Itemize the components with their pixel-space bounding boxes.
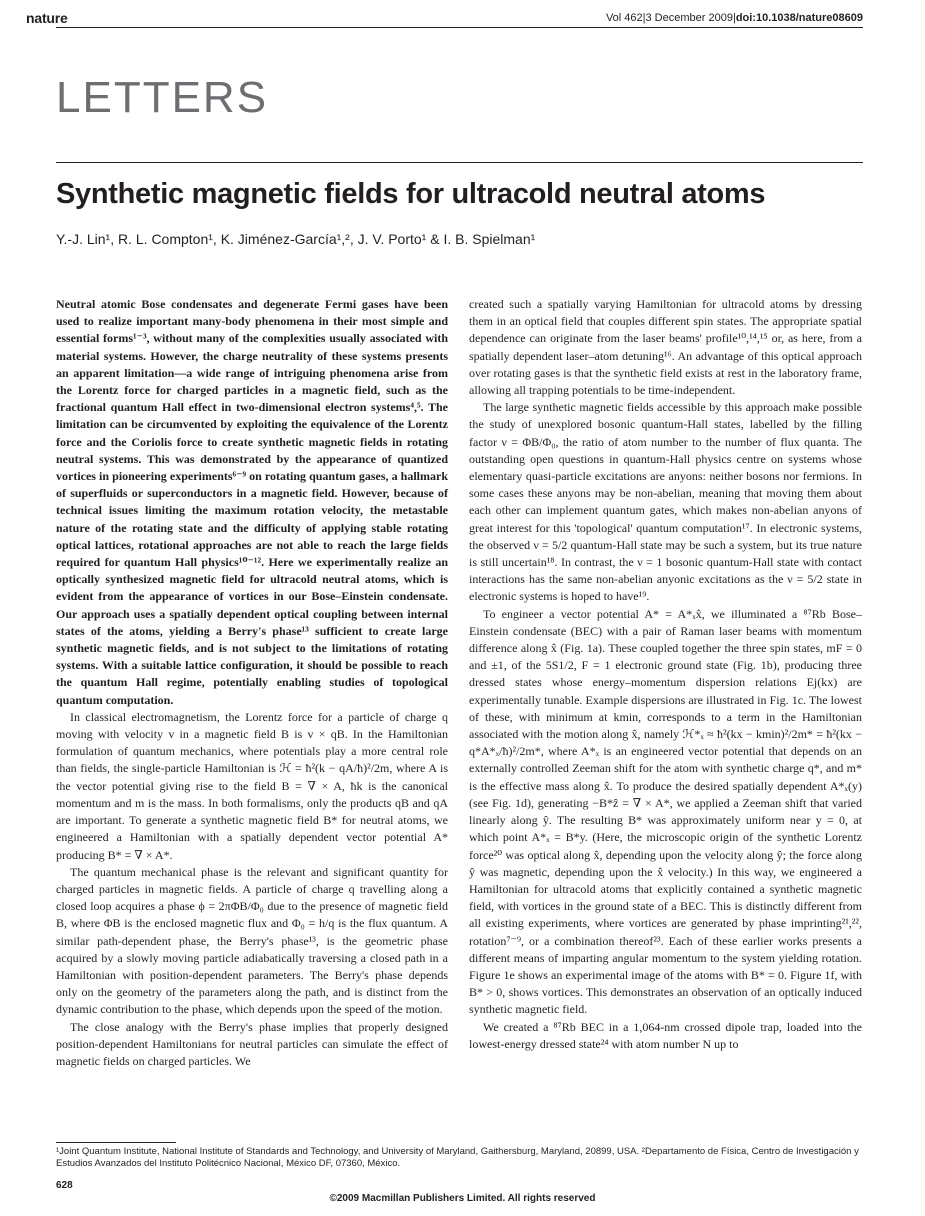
affiliations-footnote: ¹Joint Quantum Institute, National Institute of Standards and Technology, and University of Maryland, Gaithersburg, Maryland, 20899, USA. ²Departamento de Física, Centro de Investigación y Estudios Avanzados del Instituto Politécnico Nacional, México DF, 07360, México. (56, 1146, 859, 1169)
copyright-notice: ©2009 Macmillan Publishers Limited. All rights reserved (329, 1193, 596, 1204)
citation-prefix: Vol 462|3 December 2009| (605, 12, 736, 24)
journal-name: nature (26, 10, 68, 26)
section-label: LETTERS (56, 73, 269, 122)
right-column (469, 296, 862, 1053)
author-list: Y.-J. Lin¹, R. L. Compton¹, K. Jiménez-García¹,², J. V. Porto¹ & I. B. Spielman¹ (56, 231, 536, 247)
paragraph: We created a ⁸⁷Rb BEC in a 1,064-nm crossed dipole trap, loaded into the lowest-energy dressed state²⁴ with atom number N up to (469, 1019, 862, 1051)
doi-link[interactable]: doi:10.1038/nature08609 (735, 12, 863, 24)
paragraph: The close analogy with the Berry's phase implies that properly designed position-dependent Hamiltonians for neutral particles can simulate the effect of magnetic fields on charged particles. We (56, 1019, 448, 1068)
paragraph: To engineer a vector potential A* = A*ₓx̂, we illuminated a ⁸⁷Rb Bose–Einstein condensate (BEC) with a pair of Raman laser beams with momentum difference along x̂ (Fig. 1a). These coupled together the three spin states, mF = 0 and ±1, of the 5S1/2, F = 1 electronic ground state (Fig. 1b), producing three dressed states whose energy–momentum dispersion relations Ej(kx) are experimentally tunable. Example dispersions are illustrated in Fig. 1c. The lowest of these, with minimum at kmin, corresponds to a term in the Hamiltonian associated with the motion along x̂, namely ℋ*ₓ ≈ ħ²(kx − kmin)²/2m* = ħ²(kx − q*A*ₓ/ħ)²/2m*, where A*ₓ is an engineered vector potential that depends on an externally controlled Zeeman shift for the atom with synthetic charge q*, and m* is the effective mass along x̂. To produce the desired spatially dependent A*ₓ(y) (see Fig. 1d), generating −B*ẑ = ∇ × A*, we applied a Zeeman shift that varied linearly along ŷ. The resulting B* was approximately uniform near y = 0, at which point A*ₓ = B*y. (Here, the microscopic origin of the synthetic Lorentz force²⁰ was optical along x̂, depending upon the velocity along ŷ; the force along ŷ was magnetic, depending upon the x̂ velocity.) In this way, we engineered a Hamiltonian for ultracold atoms that explicitly contained a synthetic magnetic field, with vortices in the ground state of a BEC. This is distinctly different from all existing experiments, where vortices are generated by phase imprinting²¹,²², rotation⁷⁻⁹, or a combination thereof²³. Each of these earlier works presents a different means of imparting angular momentum to the system yielding rotation. Figure 1e shows an experimental image of the atoms with B* = 0. Figure 1f, with B* > 0, shows vortices. This demonstrates an observation of an optically induced synthetic magnetic field. (469, 606, 862, 1017)
header-rule (56, 27, 863, 28)
paragraph: The large synthetic magnetic fields accessible by this approach make possible the study of unexplored bosonic quantum-Hall states, labelled by the filling factor ν = ΦB/Φ₀, the ratio of atom number to the number of flux quanta. The outstanding open questions in quantum-Hall physics centre on systems whose elementary quasi-particle excitations are anyons: neither bosons nor fermions. In some cases these anyons may be non-abelian, meaning that moving them about each other can implement quantum gates, which makes non-abelian anyons of great interest for this 'topological' quantum computation¹⁷. In electronic systems, the observed ν = 5/2 quantum-Hall state may be such a system, but its true nature is still uncertain¹⁸. In contrast, the ν = 1 bosonic quantum-Hall state with contact interactions has the same non-abelian anyonic excitations as the ν = 5/2 state in electronic systems is hoped to have¹⁹. (469, 400, 862, 604)
paragraph: created such a spatially varying Hamiltonian for ultracold atoms by dressing them in an optical field that couples different spin states. The appropriate spatial dependence can originate from the laser beams' profile¹⁰,¹⁴,¹⁵ or, as here, from a spatially dependent laser–atom detuning¹⁶. An advantage of this optical approach over rotating gases is that the synthetic field exists at rest in the laboratory frame, allowing all trapping potentials to be time-independent. (469, 297, 862, 398)
citation-line (606, 12, 863, 24)
footnote-rule (56, 1142, 176, 1143)
title-rule (56, 162, 863, 163)
page-number: 628 (56, 1180, 73, 1191)
left-column (56, 296, 448, 1070)
article-title: Synthetic magnetic fields for ultracold neutral atoms (56, 178, 766, 210)
paragraph: The quantum mechanical phase is the relevant and significant quantity for charged particles in magnetic fields. A particle of charge q travelling along a closed loop acquires a phase ϕ = 2πΦB/Φ₀ due to the presence of magnetic field B, where ΦB is the enclosed magnetic flux and Φ₀ = h/q is the flux quantum. A similar path-dependent phase, the Berry's phase¹³, is the geometric phase acquired by a slowly moving particle adiabatically traversing a closed path in a Hamiltonian with position-dependent parameters. The Berry's phase depends only on the geometry of the parameters along the path, and is distinct from the dynamic contribution to the phase, which depends upon the speed of the motion. (56, 864, 448, 1017)
paragraph: In classical electromagnetism, the Lorentz force for a particle of charge q moving with velocity v in a magnetic field B is v × qB. In the Hamiltonian formulation of quantum mechanics, where potentials play a more central role than fields, the single-particle Hamiltonian is ℋ = ħ²(k − qA/ħ)²/2m, where A is the vector potential giving rise to the field B = ∇ × A, ħk is the canonical momentum and m is the mass. In both formalisms, only the products qB and qA are important. To generate a synthetic magnetic field B* for neutral atoms, we engineered a Hamiltonian with a spatially dependent vector potential A* producing B* = ∇ × A*. (56, 709, 448, 862)
abstract: Neutral atomic Bose condensates and degenerate Fermi gases have been used to realize important many-body phenomena in their most simple and essential forms¹⁻³, without many of the complexities usually associated with material systems. However, the charge neutrality of these systems presents an apparent limitation—a wide range of intriguing phenomena arise from the Lorentz force for charged particles in a magnetic field, such as the fractional quantum Hall effect in two-dimensional electron systems⁴,⁵. The limitation can be circumvented by exploiting the equivalence of the Lorentz force and the Coriolis force to create synthetic magnetic fields in rotating neutral systems. This was demonstrated by the appearance of quantized vortices in pioneering experiments⁶⁻⁹ on rotating quantum gases, a hallmark of superfluids or superconductors in a magnetic field. However, because of technical issues limiting the maximum rotation velocity, the metastable nature of the rotating state and the difficulty of applying stable rotating optical lattices, rotational approaches are not able to reach the large fields required for quantum Hall physics¹⁰⁻¹². Here we experimentally realize an optically synthesized magnetic field for ultracold neutral atoms, which is evident from the appearance of vortices in our Bose–Einstein condensate. Our approach uses a spatially dependent optical coupling between internal states of the atoms, yielding a Berry's phase¹³ sufficient to create large synthetic magnetic fields, and is not subject to the limitations of rotating systems. With a suitable lattice configuration, it should be possible to reach the quantum Hall regime, potentially enabling studies of topological quantum computation. (56, 297, 448, 707)
